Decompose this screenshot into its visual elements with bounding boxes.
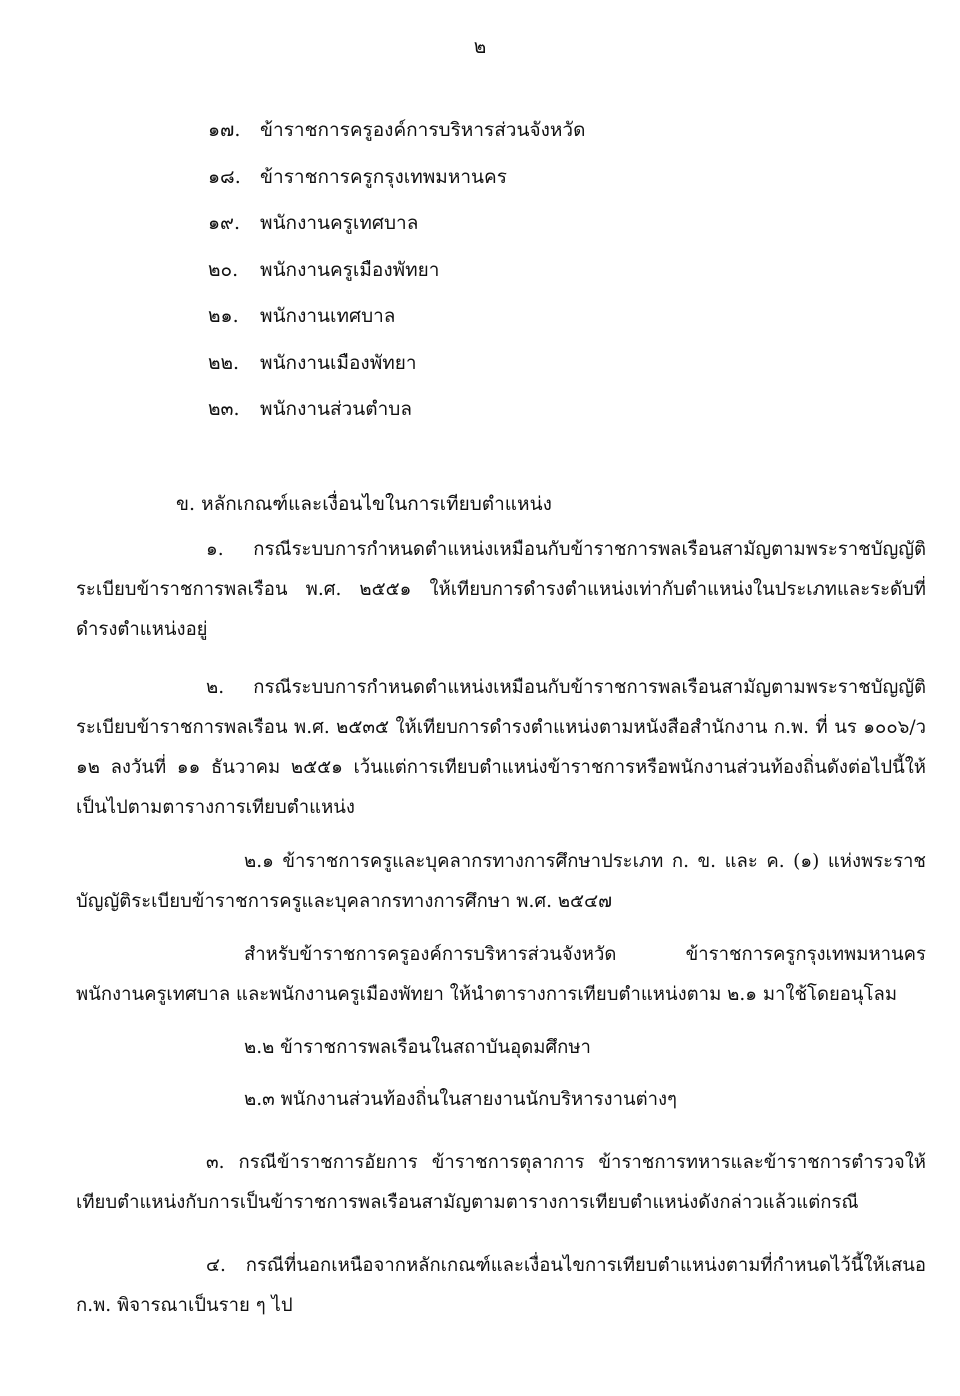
list-item-text: พนักงานเมืองพัทยา bbox=[260, 351, 417, 374]
list-item-text: ข้าราชการครูกรุงเทพมหานคร bbox=[260, 165, 507, 188]
list-item bbox=[208, 207, 585, 254]
paragraph-2 bbox=[76, 668, 926, 828]
list-item-number: ๒๐. bbox=[208, 258, 239, 281]
section-heading: ข. หลักเกณฑ์และเงื่อนไขในการเทียบตำแหน่ง bbox=[176, 493, 552, 515]
list-item-number: ๑๗. bbox=[208, 119, 241, 141]
paragraph-1-text: ๑. กรณีระบบการกำหนดตำแหน่งเหมือนกับข้าราชการพลเรือนสามัญตามพระราชบัญญัติระเบียบข้าราชการพลเรือน พ.ศ. ๒๕๕๑ ให้เทียบการดำรงตำแหน่งเท่ากับตำแหน่งในประเภทและระดับที่ดำรงตำแหน่งอยู่ bbox=[76, 539, 926, 640]
list-item-text: พนักงานครูเมืองพัทยา bbox=[260, 258, 440, 281]
paragraph-2-1-text: ๒.๑ ข้าราชการครูและบุคลากรทางการศึกษาประเภท ก. ข. และ ค. (๑) แห่งพระราชบัญญัติระเบียบข้าราชการครูและบุคลากรทางการศึกษา พ.ศ. ๒๕๔๗ bbox=[76, 851, 926, 912]
paragraph-2-3: ๒.๓ พนักงานส่วนท้องถิ่นในสายงานนักบริหารงานต่างๆ bbox=[244, 1089, 677, 1110]
list-item-number: ๒๑. bbox=[208, 305, 239, 327]
list-item-text: ข้าราชการครูองค์การบริหารส่วนจังหวัด bbox=[260, 119, 586, 141]
positions-list bbox=[208, 114, 585, 440]
paragraph-3 bbox=[76, 1143, 926, 1223]
paragraph-1 bbox=[76, 530, 926, 650]
page-number: ๒ bbox=[473, 36, 487, 58]
list-item bbox=[208, 300, 585, 347]
paragraph-2-1 bbox=[76, 842, 926, 922]
paragraph-4 bbox=[76, 1246, 926, 1326]
paragraph-2-1-note bbox=[76, 935, 926, 1015]
list-item-number: ๒๒. bbox=[208, 351, 240, 374]
paragraph-2-1-note-text: สำหรับข้าราชการครูองค์การบริหารส่วนจังหวัด ข้าราชการครูกรุงเทพมหานคร พนักงานครูเทศบาล และพนักงานครูเมืองพัทยา ให้นำตารางการเทียบตำแหน่งตาม ๒.๑ มาใช้โดยอนุโลม bbox=[76, 944, 926, 1005]
list-item bbox=[208, 114, 585, 161]
paragraph-4-text: ๔. กรณีที่นอกเหนือจากหลักเกณฑ์และเงื่อนไขการเทียบตำแหน่งตามที่กำหนดไว้นี้ให้เสนอ ก.พ. พิจารณาเป็นราย ๆ ไป bbox=[76, 1255, 926, 1316]
list-item-text: พนักงานครูเทศบาล bbox=[260, 212, 419, 234]
list-item bbox=[208, 393, 585, 440]
list-item-number: ๒๓. bbox=[208, 398, 240, 420]
paragraph-2-text: ๒. กรณีระบบการกำหนดตำแหน่งเหมือนกับข้าราชการพลเรือนสามัญตามพระราชบัญญัติระเบียบข้าราชการพลเรือน พ.ศ. ๒๕๓๕ ให้เทียบการดำรงตำแหน่งตามหนังสือสำนักงาน ก.พ. ที่ นร ๑๐๐๖/ว ๑๒ ลงวันที่ ๑๑ ธันวาคม ๒๕๕๑ เว้นแต่การเทียบตำแหน่งข้าราชการหรือพนักงานส่วนท้องถิ่นดังต่อไปนี้ให้เป็นไปตามตารางการเทียบตำแหน่ง bbox=[76, 677, 926, 818]
list-item-number: ๑๙. bbox=[208, 212, 241, 234]
list-item-text: พนักงานเทศบาล bbox=[260, 305, 396, 327]
list-item-number: ๑๘. bbox=[208, 165, 241, 188]
paragraph-3-text: ๓. กรณีข้าราชการอัยการ ข้าราชการตุลาการ ข้าราชการทหารและข้าราชการตำรวจให้เทียบตำแหน่งกับการเป็นข้าราชการพลเรือนสามัญตามตารางการเทียบตำแหน่งดังกล่าวแล้วแต่กรณี bbox=[76, 1152, 926, 1213]
list-item bbox=[208, 161, 585, 208]
list-item-text: พนักงานส่วนตำบล bbox=[260, 398, 412, 420]
list-item bbox=[208, 347, 585, 394]
paragraph-2-2: ๒.๒ ข้าราชการพลเรือนในสถาบันอุดมศึกษา bbox=[244, 1037, 591, 1058]
list-item bbox=[208, 254, 585, 301]
